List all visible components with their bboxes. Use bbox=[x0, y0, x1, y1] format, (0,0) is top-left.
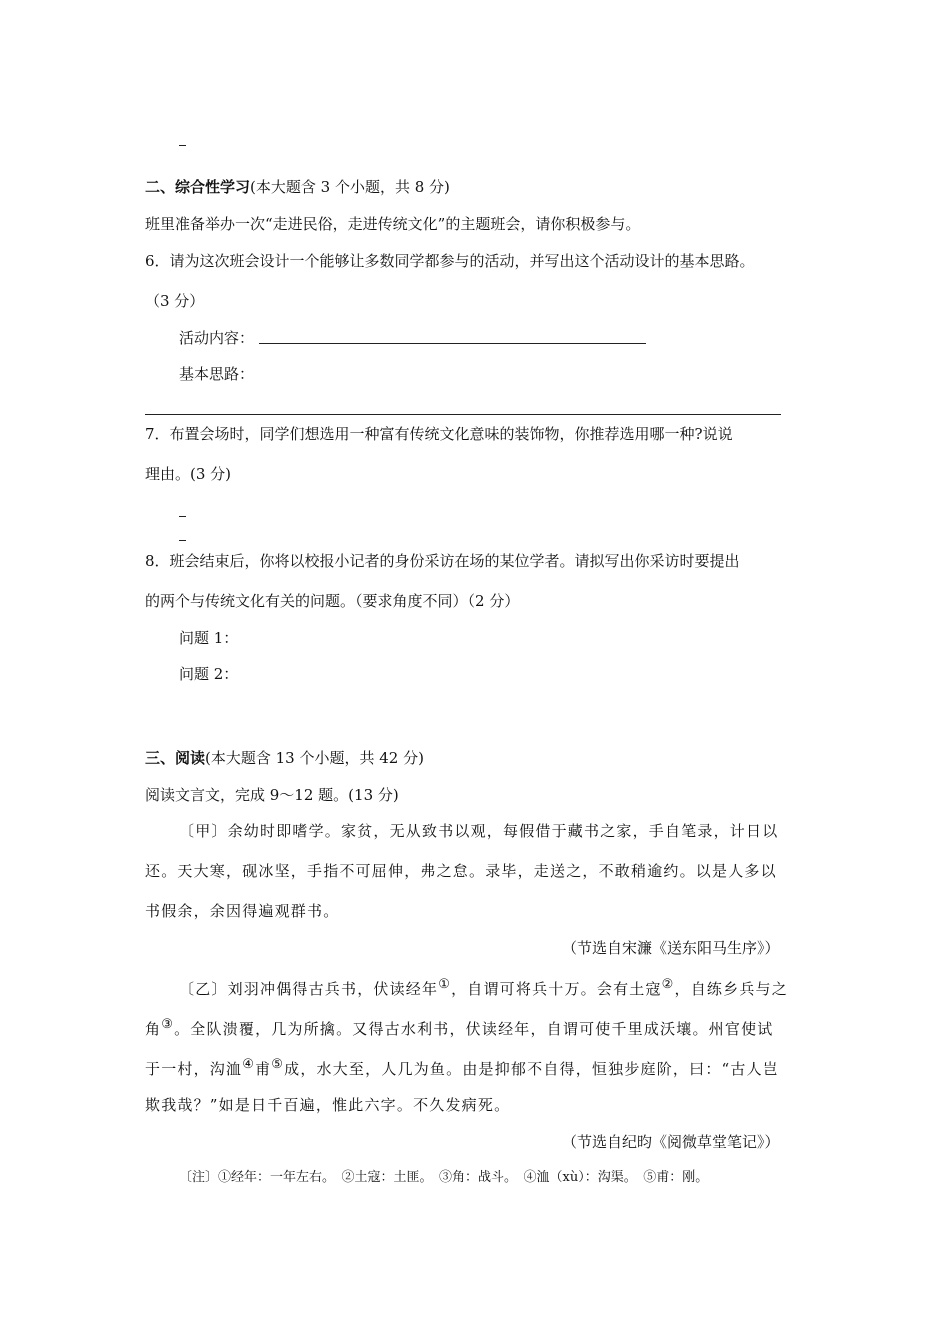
footnote-mark: ⑤ bbox=[271, 1057, 285, 1072]
idea-label: 基本思路： bbox=[179, 365, 255, 383]
passage-b-source: （节选自纪昀《阅微草堂笔记》） bbox=[562, 1133, 780, 1151]
question-7-text: 7．布置会场时，同学们想选用一种富有传统文化意味的装饰物，你推荐选用哪一种?说说 bbox=[145, 425, 733, 443]
passage-a-line: 书假余，余因得遍观群书。 bbox=[145, 902, 340, 920]
section-meta: (本大题含 3 个小题，共 8 分) bbox=[250, 178, 450, 196]
passage-text: ，自谓可将兵十万。会有土寇 bbox=[451, 980, 662, 998]
passage-b-line: 欺我哉？”如是日千百遍，惟此六字。不久发病死。 bbox=[145, 1096, 511, 1114]
question-1-label: 问题 1： bbox=[179, 629, 239, 647]
passage-text: ，自练乡兵与之 bbox=[674, 980, 788, 998]
activity-answer-line[interactable] bbox=[259, 343, 646, 344]
passage-a-line: 〔甲〕余幼时即嗜学。家贫，无从致书以观，每假借于藏书之家，手自笔录，计日以 bbox=[179, 822, 779, 840]
question-6-score: （3 分） bbox=[145, 292, 205, 310]
question-7-text-cont: 理由。(3 分) bbox=[145, 465, 232, 483]
question-2-label: 问题 2： bbox=[179, 665, 239, 683]
passage-b-line bbox=[145, 1054, 779, 1080]
section-heading: 二、综合性学习 bbox=[145, 178, 251, 196]
footnote-mark: ② bbox=[661, 977, 675, 992]
passage-b-line bbox=[145, 1014, 773, 1040]
passage-text: 。全队溃覆，几为所擒。又得古水利书，伏读经年，自谓可使千里成沃壤。州官使试 bbox=[174, 1020, 774, 1038]
passage-a-source: （节选自宋濂《送东阳马生序》） bbox=[562, 939, 780, 957]
section-3-title bbox=[145, 747, 424, 769]
activity-label: 活动内容： bbox=[179, 329, 255, 347]
passage-b-line bbox=[179, 974, 788, 1000]
question-6-text: 6．请为这次班会设计一个能够让多数同学都参与的活动，并写出这个活动设计的基本思路。 bbox=[145, 252, 755, 270]
section-2-title bbox=[145, 176, 450, 198]
passage-text: 角 bbox=[145, 1020, 162, 1038]
footnote-mark: ① bbox=[438, 977, 452, 992]
section-3-intro: 阅读文言文，完成 9～12 题。(13 分) bbox=[145, 786, 399, 804]
idea-answer-line[interactable] bbox=[145, 414, 781, 415]
section-heading: 三、阅读 bbox=[145, 749, 206, 767]
passage-text: 于一村，沟洫 bbox=[145, 1060, 243, 1078]
section-2-intro: 班里准备举办一次“走进民俗，走进传统文化”的主题班会，请你积极参与。 bbox=[145, 215, 641, 233]
question-8-text-cont: 的两个与传统文化有关的问题。（要求角度不同）（2 分） bbox=[145, 592, 520, 610]
passage-a-line: 还。天大寒，砚冰坚，手指不可屈伸，弗之怠。录毕，走送之，不敢稍逾约。以是人多以 bbox=[145, 862, 777, 880]
footnote-mark: ③ bbox=[161, 1017, 175, 1032]
passage-text: 甫 bbox=[255, 1060, 272, 1078]
annotation-notes: 〔注〕①经年：一年左右。 ②土寇：土匪。 ③角：战斗。 ④洫（xù）：沟渠。 ⑤甫：刚。 bbox=[179, 1170, 709, 1185]
passage-text: 成，水大至，人几为鱼。由是抑郁不自得，恒独步庭阶，曰：“古人岂 bbox=[284, 1060, 779, 1078]
blank-mark bbox=[179, 145, 186, 146]
answer-blank[interactable] bbox=[179, 540, 186, 541]
section-meta: (本大题含 13 个小题，共 42 分) bbox=[205, 749, 424, 767]
passage-text: 〔乙〕刘羽冲偶得古兵书，伏读经年 bbox=[179, 980, 439, 998]
question-8-text: 8．班会结束后，你将以校报小记者的身份采访在场的某位学者。请拟写出你采访时要提出 bbox=[145, 552, 740, 570]
answer-blank[interactable] bbox=[179, 516, 186, 517]
footnote-mark: ④ bbox=[242, 1057, 256, 1072]
